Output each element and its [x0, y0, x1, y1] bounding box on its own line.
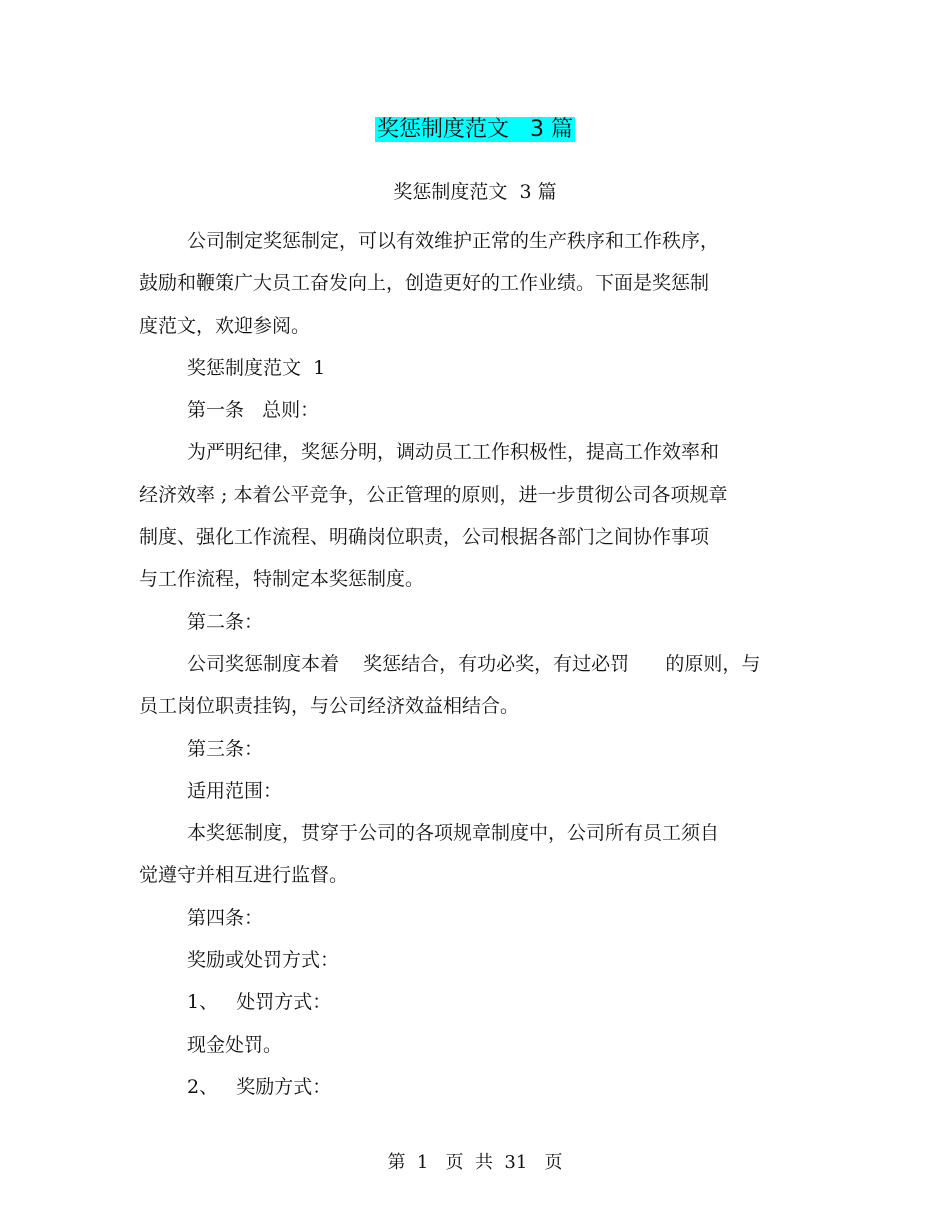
body-line: 鼓励和鞭策广大员工奋发向上，创造更好的工作业绩。下面是奖惩制	[139, 272, 710, 295]
body-line: 与工作流程，特制定本奖惩制度。	[139, 568, 425, 591]
article-heading: 第三条：	[187, 737, 264, 760]
body-line: 员工岗位职责挂钩，与公司经济效益相结合。	[139, 695, 520, 718]
document-title	[0, 114, 950, 146]
body-line: 现金处罚。	[187, 1033, 283, 1056]
body-line: 制度、强化工作流程、明确岗位职责，公司根据各部门之间协作事项	[139, 526, 710, 549]
document-body	[139, 220, 819, 1108]
body-line: 公司制定奖惩制定，可以有效维护正常的生产秩序和工作秩序，	[187, 230, 720, 252]
body-line: 度范文，欢迎参阅。	[139, 314, 311, 337]
body-line: 经济效率 ; 本着公平竞争，公正管理的原则，进一步贯彻公司各项规章	[139, 483, 728, 506]
document-subtitle: 奖惩制度范文 3 篇	[393, 181, 557, 203]
body-line: 奖励或处罚方式：	[187, 949, 340, 972]
body-line: 本奖惩制度，贯穿于公司的各项规章制度中，公司所有员工须自	[187, 822, 720, 845]
body-line: 适用范围：	[187, 779, 283, 802]
article-heading: 第四条：	[187, 906, 264, 929]
article-heading: 第一条 总则：	[187, 399, 320, 422]
article-heading: 第二条：	[187, 610, 264, 633]
highlighted-title-text: 奖惩制度范文 3 篇	[377, 117, 573, 142]
section-heading: 奖惩制度范文 1	[187, 356, 326, 379]
body-line: 觉遵守并相互进行监督。	[139, 864, 349, 887]
page-footer: 第 1 页 共 31 页	[387, 1152, 563, 1173]
body-line: 公司奖惩制度本着 奖惩结合，有功必奖，有过必罚 的原则，与	[187, 652, 761, 675]
list-item: 2、 奖励方式：	[187, 1075, 332, 1098]
body-line: 为严明纪律，奖惩分明，调动员工工作积极性，提高工作效率和	[187, 441, 720, 464]
list-item: 1、 处罚方式：	[187, 991, 332, 1014]
